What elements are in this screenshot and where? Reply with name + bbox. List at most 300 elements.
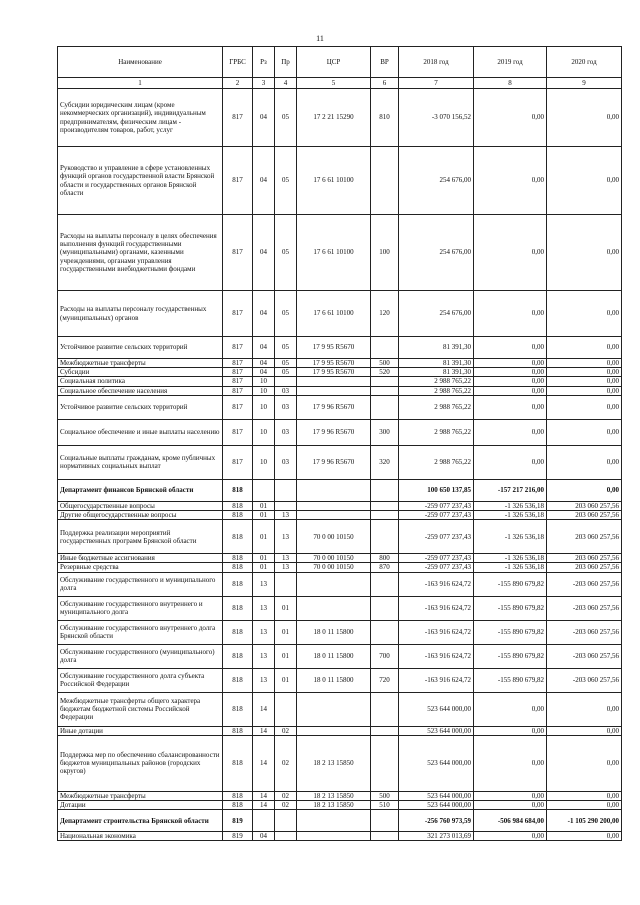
col-number: 1 — [58, 78, 223, 89]
row-vr — [371, 572, 399, 596]
row-2020: 0,00 — [547, 147, 622, 215]
row-name: Социальная политика — [58, 377, 223, 386]
row-2018: 81 391,30 — [399, 359, 474, 368]
row-csr: 17 9 95 R5670 — [297, 337, 371, 359]
row-vr: 700 — [371, 644, 399, 668]
table-row — [58, 726, 622, 735]
row-2019: 0,00 — [474, 801, 547, 810]
row-2019: 0,00 — [474, 832, 547, 841]
row-csr — [297, 726, 371, 735]
row-grbs: 817 — [223, 337, 253, 359]
row-csr — [297, 692, 371, 726]
row-pr: 13 — [275, 554, 297, 563]
row-2020: 203 060 257,56 — [547, 554, 622, 563]
row-2020: 0,00 — [547, 368, 622, 377]
row-2018: -163 916 624,72 — [399, 620, 474, 644]
row-vr: 510 — [371, 801, 399, 810]
row-2019: 0,00 — [474, 386, 547, 395]
row-csr: 18 2 13 15850 — [297, 801, 371, 810]
table-row — [58, 386, 622, 395]
table-row — [58, 368, 622, 377]
row-2018: -259 077 237,43 — [399, 554, 474, 563]
row-vr: 810 — [371, 89, 399, 147]
col-number: 9 — [547, 78, 622, 89]
table-row — [58, 337, 622, 359]
row-name: Иные дотации — [58, 726, 223, 735]
row-2019: 0,00 — [474, 291, 547, 337]
row-vr — [371, 147, 399, 215]
row-2019: 0,00 — [474, 147, 547, 215]
row-pr: 02 — [275, 791, 297, 800]
row-2019: 0,00 — [474, 419, 547, 445]
row-2019: -1 326 536,18 — [474, 511, 547, 520]
row-2020: 203 060 257,56 — [547, 520, 622, 554]
row-rz: 04 — [253, 147, 275, 215]
row-csr — [297, 511, 371, 520]
row-2018: 2 988 765,22 — [399, 419, 474, 445]
header-row — [58, 47, 622, 78]
row-2020: 0,00 — [547, 735, 622, 791]
table-row — [58, 479, 622, 501]
col-number: 5 — [297, 78, 371, 89]
row-csr — [297, 810, 371, 832]
table-row — [58, 668, 622, 692]
row-2018: 321 273 013,69 — [399, 832, 474, 841]
row-name: Обслуживание государственного внутреннего и муниципального долга — [58, 596, 223, 620]
row-name: Социальное обеспечение населения — [58, 386, 223, 395]
row-pr: 01 — [275, 644, 297, 668]
row-2018: 2 988 765,22 — [399, 445, 474, 479]
row-2020: 0,00 — [547, 791, 622, 800]
col-header-2020: 2020 год — [547, 47, 622, 78]
row-rz: 01 — [253, 511, 275, 520]
table-row — [58, 572, 622, 596]
row-2018: -259 077 237,43 — [399, 511, 474, 520]
col-number: 8 — [474, 78, 547, 89]
row-name: Межбюджетные трансферты — [58, 791, 223, 800]
row-2018: 2 988 765,22 — [399, 386, 474, 395]
row-vr — [371, 511, 399, 520]
row-csr: 17 6 61 10100 — [297, 147, 371, 215]
row-grbs: 818 — [223, 596, 253, 620]
row-grbs: 818 — [223, 554, 253, 563]
row-pr — [275, 692, 297, 726]
row-grbs: 818 — [223, 692, 253, 726]
row-csr: 17 6 61 10100 — [297, 291, 371, 337]
row-2020: -203 060 257,56 — [547, 668, 622, 692]
row-2020: -1 105 290 200,00 — [547, 810, 622, 832]
table-row — [58, 791, 622, 800]
row-rz: 13 — [253, 668, 275, 692]
row-vr: 520 — [371, 368, 399, 377]
table-row — [58, 359, 622, 368]
row-grbs: 817 — [223, 445, 253, 479]
row-grbs: 818 — [223, 726, 253, 735]
row-2020: 203 060 257,56 — [547, 501, 622, 510]
row-vr: 120 — [371, 291, 399, 337]
row-name: Руководство и управление в сфере установленных функций органов государственной власти Брянской области и государственных органов Брянской области — [58, 147, 223, 215]
row-2018: 523 644 000,00 — [399, 735, 474, 791]
row-csr: 17 9 95 R5670 — [297, 359, 371, 368]
row-grbs: 818 — [223, 791, 253, 800]
row-name: Департамент строительства Брянской области — [58, 810, 223, 832]
row-2018: -259 077 237,43 — [399, 563, 474, 572]
row-grbs: 818 — [223, 479, 253, 501]
col-header-grbs: ГРБС — [223, 47, 253, 78]
row-rz: 04 — [253, 832, 275, 841]
row-rz: 04 — [253, 368, 275, 377]
budget-table — [57, 46, 622, 841]
table-row — [58, 501, 622, 510]
row-csr: 17 9 96 R5670 — [297, 419, 371, 445]
row-2018: 81 391,30 — [399, 337, 474, 359]
row-vr: 320 — [371, 445, 399, 479]
row-pr: 01 — [275, 668, 297, 692]
col-header-rz: Рз — [253, 47, 275, 78]
row-vr — [371, 735, 399, 791]
row-csr — [297, 479, 371, 501]
col-header-2019: 2019 год — [474, 47, 547, 78]
col-header-pr: Пр — [275, 47, 297, 78]
row-2018: 523 644 000,00 — [399, 692, 474, 726]
row-pr: 05 — [275, 368, 297, 377]
row-grbs: 818 — [223, 620, 253, 644]
row-2019: 0,00 — [474, 791, 547, 800]
table-row — [58, 215, 622, 291]
row-name: Устойчивое развитие сельских территорий — [58, 337, 223, 359]
row-pr: 13 — [275, 520, 297, 554]
row-rz: 04 — [253, 337, 275, 359]
row-2020: -203 060 257,56 — [547, 596, 622, 620]
row-grbs: 818 — [223, 572, 253, 596]
row-vr: 300 — [371, 419, 399, 445]
row-pr — [275, 810, 297, 832]
col-number: 3 — [253, 78, 275, 89]
row-grbs: 817 — [223, 215, 253, 291]
row-2019: 0,00 — [474, 445, 547, 479]
row-csr — [297, 377, 371, 386]
col-header-csr: ЦСР — [297, 47, 371, 78]
table-row — [58, 801, 622, 810]
row-vr — [371, 832, 399, 841]
row-2020: 0,00 — [547, 215, 622, 291]
col-number: 2 — [223, 78, 253, 89]
row-rz: 10 — [253, 386, 275, 395]
row-csr — [297, 832, 371, 841]
row-2018: 2 988 765,22 — [399, 377, 474, 386]
row-name: Дотации — [58, 801, 223, 810]
row-vr: 500 — [371, 359, 399, 368]
row-grbs: 817 — [223, 368, 253, 377]
row-vr: 800 — [371, 554, 399, 563]
row-vr: 870 — [371, 563, 399, 572]
row-2019: -155 890 679,82 — [474, 644, 547, 668]
row-vr — [371, 596, 399, 620]
row-rz: 13 — [253, 620, 275, 644]
row-2018: -163 916 624,72 — [399, 596, 474, 620]
row-rz: 01 — [253, 520, 275, 554]
row-pr: 03 — [275, 395, 297, 419]
row-2020: 0,00 — [547, 832, 622, 841]
row-name: Обслуживание государственного (муниципального) долга — [58, 644, 223, 668]
table-row — [58, 596, 622, 620]
row-rz: 01 — [253, 563, 275, 572]
row-vr — [371, 337, 399, 359]
row-pr: 05 — [275, 147, 297, 215]
row-2019: 0,00 — [474, 215, 547, 291]
row-pr: 02 — [275, 735, 297, 791]
col-number: 7 — [399, 78, 474, 89]
row-csr: 17 9 96 R5670 — [297, 445, 371, 479]
row-csr: 18 2 13 15850 — [297, 735, 371, 791]
row-name: Общегосударственные вопросы — [58, 501, 223, 510]
row-2018: -3 070 156,52 — [399, 89, 474, 147]
row-grbs: 817 — [223, 419, 253, 445]
row-name: Обслуживание государственного и муниципального долга — [58, 572, 223, 596]
row-pr: 13 — [275, 563, 297, 572]
row-grbs: 817 — [223, 359, 253, 368]
row-2019: -1 326 536,18 — [474, 554, 547, 563]
row-pr — [275, 377, 297, 386]
row-csr: 70 0 00 10150 — [297, 554, 371, 563]
row-csr: 18 0 11 15800 — [297, 668, 371, 692]
col-header-name: Наименование — [58, 47, 223, 78]
row-2019: 0,00 — [474, 692, 547, 726]
row-csr — [297, 596, 371, 620]
row-2020: 0,00 — [547, 89, 622, 147]
row-pr — [275, 501, 297, 510]
table-row — [58, 563, 622, 572]
row-2018: 100 650 137,85 — [399, 479, 474, 501]
row-csr: 70 0 00 10150 — [297, 563, 371, 572]
table-row — [58, 445, 622, 479]
row-rz: 04 — [253, 359, 275, 368]
row-rz: 04 — [253, 89, 275, 147]
row-2019: 0,00 — [474, 89, 547, 147]
row-vr — [371, 377, 399, 386]
row-2019: -157 217 216,00 — [474, 479, 547, 501]
row-rz: 13 — [253, 596, 275, 620]
row-2020: 0,00 — [547, 726, 622, 735]
row-2019: -155 890 679,82 — [474, 668, 547, 692]
row-2020: -203 060 257,56 — [547, 572, 622, 596]
row-2018: 2 988 765,22 — [399, 395, 474, 419]
row-rz: 13 — [253, 644, 275, 668]
row-rz: 10 — [253, 377, 275, 386]
row-grbs: 818 — [223, 511, 253, 520]
table-row — [58, 692, 622, 726]
col-number: 4 — [275, 78, 297, 89]
row-pr: 13 — [275, 511, 297, 520]
row-rz: 10 — [253, 419, 275, 445]
row-name: Поддержка мер по обеспечению сбалансированности бюджетов муниципальных районов (городских округов) — [58, 735, 223, 791]
row-name: Обслуживание государственного долга субъекта Российской Федерации — [58, 668, 223, 692]
row-2019: 0,00 — [474, 337, 547, 359]
row-2019: -155 890 679,82 — [474, 620, 547, 644]
table-row — [58, 147, 622, 215]
row-pr: 02 — [275, 726, 297, 735]
row-rz: 14 — [253, 735, 275, 791]
row-csr: 17 9 96 R5670 — [297, 395, 371, 419]
row-name: Расходы на выплаты персоналу в целях обеспечения выполнения функций государственными (муниципальными) органами, казенными учреждениями, органами управления государственными внебюджетными фондами — [58, 215, 223, 291]
row-rz: 10 — [253, 395, 275, 419]
table-row — [58, 520, 622, 554]
row-pr: 05 — [275, 215, 297, 291]
row-grbs: 817 — [223, 147, 253, 215]
row-csr: 17 2 21 15290 — [297, 89, 371, 147]
row-pr: 05 — [275, 337, 297, 359]
table-body — [58, 89, 622, 841]
row-pr: 03 — [275, 386, 297, 395]
row-name: Расходы на выплаты персоналу государственных (муниципальных) органов — [58, 291, 223, 337]
row-2019: 0,00 — [474, 726, 547, 735]
row-rz: 14 — [253, 692, 275, 726]
row-grbs: 817 — [223, 386, 253, 395]
row-2019: 0,00 — [474, 395, 547, 419]
table-row — [58, 377, 622, 386]
row-2020: -203 060 257,56 — [547, 620, 622, 644]
row-vr — [371, 479, 399, 501]
row-grbs: 817 — [223, 89, 253, 147]
row-name: Резервные средства — [58, 563, 223, 572]
row-2018: 254 676,00 — [399, 147, 474, 215]
table-row — [58, 735, 622, 791]
col-number: 6 — [371, 78, 399, 89]
row-csr — [297, 501, 371, 510]
row-rz: 14 — [253, 791, 275, 800]
row-2018: 81 391,30 — [399, 368, 474, 377]
row-grbs: 817 — [223, 291, 253, 337]
row-2019: -1 326 536,18 — [474, 501, 547, 510]
row-vr — [371, 620, 399, 644]
row-csr: 18 0 11 15800 — [297, 644, 371, 668]
row-pr: 03 — [275, 445, 297, 479]
table-row — [58, 89, 622, 147]
row-2019: 0,00 — [474, 377, 547, 386]
row-name: Устойчивое развитие сельских территорий — [58, 395, 223, 419]
row-rz: 14 — [253, 801, 275, 810]
row-name: Субсидии юридическим лицам (кроме некоммерческих организаций), индивидуальным предпринимателям, физическим лицам - производителям товаров, работ, услуг — [58, 89, 223, 147]
row-2020: 0,00 — [547, 395, 622, 419]
row-2019: 0,00 — [474, 368, 547, 377]
row-csr: 17 9 95 R5670 — [297, 368, 371, 377]
table-row — [58, 395, 622, 419]
row-2018: -163 916 624,72 — [399, 644, 474, 668]
row-pr — [275, 479, 297, 501]
row-grbs: 818 — [223, 735, 253, 791]
row-2020: 0,00 — [547, 359, 622, 368]
row-2018: 523 644 000,00 — [399, 726, 474, 735]
table-row — [58, 511, 622, 520]
row-pr: 05 — [275, 291, 297, 337]
row-grbs: 818 — [223, 668, 253, 692]
row-grbs: 818 — [223, 644, 253, 668]
row-csr: 18 0 11 15800 — [297, 620, 371, 644]
row-2018: 254 676,00 — [399, 215, 474, 291]
row-pr: 05 — [275, 89, 297, 147]
row-2018: -163 916 624,72 — [399, 668, 474, 692]
row-2019: -155 890 679,82 — [474, 572, 547, 596]
row-2020: 0,00 — [547, 291, 622, 337]
row-2020: 0,00 — [547, 377, 622, 386]
row-csr: 18 2 13 15850 — [297, 791, 371, 800]
row-pr: 01 — [275, 620, 297, 644]
row-2019: -1 326 536,18 — [474, 520, 547, 554]
row-vr — [371, 501, 399, 510]
row-2019: 0,00 — [474, 359, 547, 368]
row-2018: -256 760 973,59 — [399, 810, 474, 832]
row-grbs: 818 — [223, 801, 253, 810]
row-name: Обслуживание государственного внутреннего долга Брянской области — [58, 620, 223, 644]
row-csr — [297, 572, 371, 596]
row-rz — [253, 479, 275, 501]
row-rz: 01 — [253, 554, 275, 563]
row-rz: 01 — [253, 501, 275, 510]
row-name: Межбюджетные трансферты общего характера бюджетам бюджетной системы Российской Федерации — [58, 692, 223, 726]
row-name: Межбюджетные трансферты — [58, 359, 223, 368]
row-name: Национальная экономика — [58, 832, 223, 841]
row-pr: 05 — [275, 359, 297, 368]
row-grbs: 817 — [223, 395, 253, 419]
row-2019: -1 326 536,18 — [474, 563, 547, 572]
row-2020: 0,00 — [547, 801, 622, 810]
row-grbs: 817 — [223, 377, 253, 386]
row-vr — [371, 726, 399, 735]
row-grbs: 818 — [223, 563, 253, 572]
table-row — [58, 419, 622, 445]
row-rz — [253, 810, 275, 832]
row-2018: 523 644 000,00 — [399, 791, 474, 800]
row-rz: 13 — [253, 572, 275, 596]
row-grbs: 819 — [223, 832, 253, 841]
table-row — [58, 832, 622, 841]
row-name: Департамент финансов Брянской области — [58, 479, 223, 501]
row-rz: 14 — [253, 726, 275, 735]
row-pr: 02 — [275, 801, 297, 810]
row-2018: 254 676,00 — [399, 291, 474, 337]
row-vr — [371, 520, 399, 554]
row-2020: 0,00 — [547, 419, 622, 445]
row-pr: 03 — [275, 419, 297, 445]
row-2020: 0,00 — [547, 479, 622, 501]
row-2018: -259 077 237,43 — [399, 520, 474, 554]
row-name: Поддержка реализации мероприятий государственных программ Брянской области — [58, 520, 223, 554]
table-row — [58, 644, 622, 668]
row-vr: 100 — [371, 215, 399, 291]
row-name: Иные бюджетные ассигнования — [58, 554, 223, 563]
row-name: Социальные выплаты гражданам, кроме публичных нормативных социальных выплат — [58, 445, 223, 479]
row-2020: 0,00 — [547, 445, 622, 479]
row-2020: 0,00 — [547, 692, 622, 726]
row-2020: 0,00 — [547, 337, 622, 359]
row-2020: 203 060 257,56 — [547, 511, 622, 520]
row-2019: -506 984 684,00 — [474, 810, 547, 832]
row-csr: 70 0 00 10150 — [297, 520, 371, 554]
row-2020: 0,00 — [547, 386, 622, 395]
row-grbs: 819 — [223, 810, 253, 832]
row-2019: -155 890 679,82 — [474, 596, 547, 620]
row-csr: 17 6 61 10100 — [297, 215, 371, 291]
col-header-2018: 2018 год — [399, 47, 474, 78]
row-2020: 203 060 257,56 — [547, 563, 622, 572]
row-csr — [297, 386, 371, 395]
row-pr — [275, 832, 297, 841]
row-2018: -259 077 237,43 — [399, 501, 474, 510]
row-vr — [371, 692, 399, 726]
row-2018: -163 916 624,72 — [399, 572, 474, 596]
row-grbs: 818 — [223, 520, 253, 554]
table-row — [58, 620, 622, 644]
